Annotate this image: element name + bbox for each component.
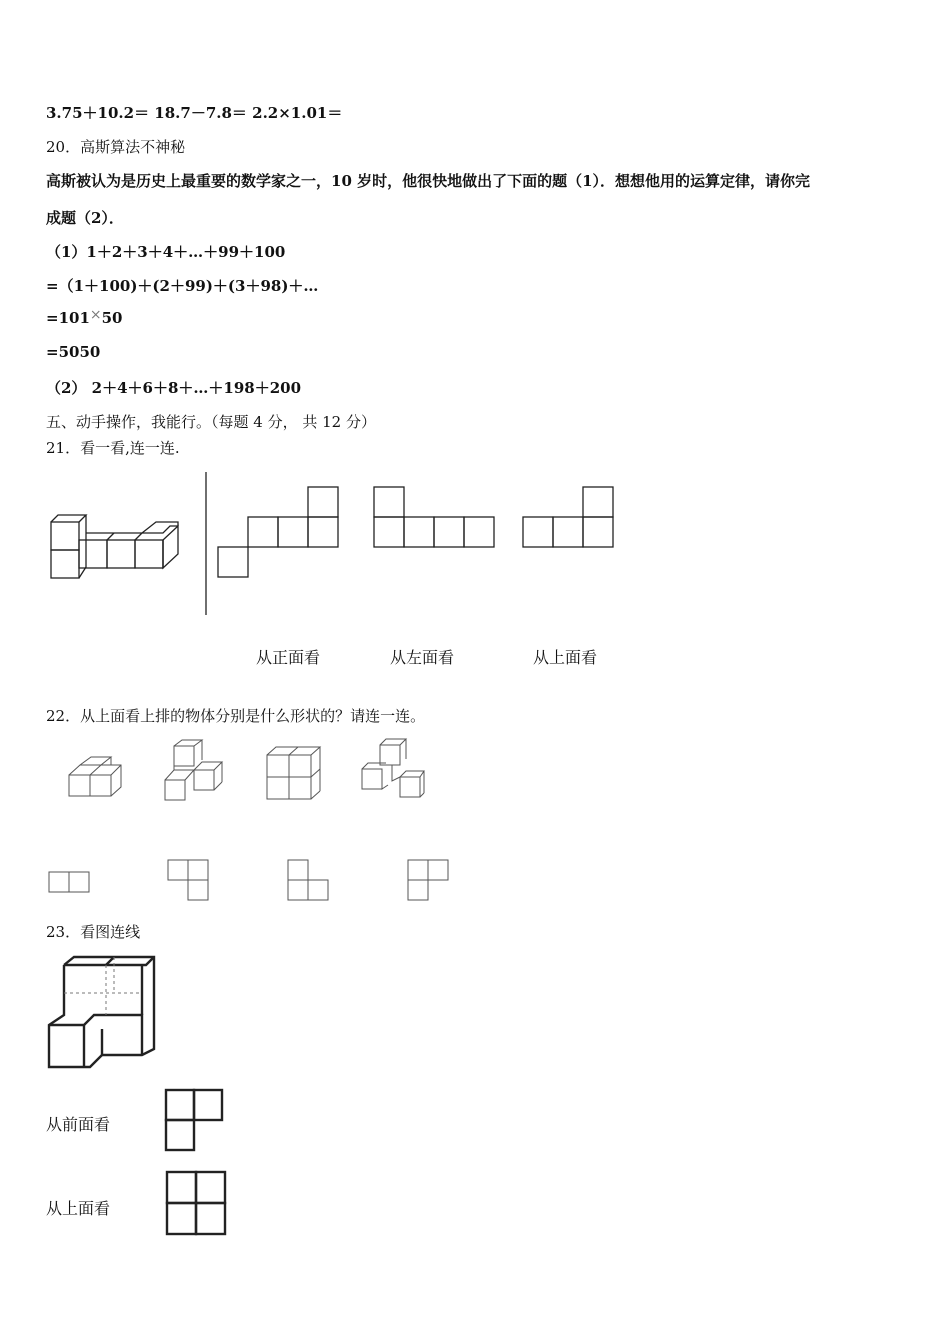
- q22-solid-2: [162, 742, 227, 804]
- q23-view-top: [163, 1168, 229, 1238]
- q22-view-3: [286, 858, 331, 903]
- q21-caption-top: 从上面看: [533, 648, 598, 667]
- q20-part-2: （2） 2＋4＋6＋8＋…＋198＋200: [46, 379, 302, 397]
- q19-expression-line: 3.75＋10.2＝ 18.7－7.8＝ 2.2×1.01＝: [46, 104, 343, 122]
- multiply-sign: ×: [89, 307, 102, 323]
- q22-solid-4: [358, 737, 428, 802]
- q23-label-top: 从上面看: [46, 1199, 111, 1218]
- q20-step-3: [46, 309, 123, 327]
- q21-divider: [200, 470, 210, 620]
- q22-solid-3: [264, 745, 324, 805]
- q20-step-3-left: =101: [46, 309, 90, 327]
- q20-step-2: =（1＋100)＋(2＋99)＋(3＋98)＋…: [46, 277, 319, 295]
- q20-title: 20．高斯算法不神秘: [46, 138, 186, 156]
- q21-title: 21．看一看,连一连.: [46, 439, 180, 457]
- q20-step-4: =5050: [46, 343, 101, 361]
- q21-view-b: [372, 485, 497, 550]
- q22-title: 22．从上面看上排的物体分别是什么形状的？请连一连。: [46, 707, 426, 725]
- q22-solid-1: [66, 755, 126, 805]
- q23-solid-figure: [44, 953, 159, 1071]
- q22-view-4: [406, 858, 451, 903]
- q20-intro-line-2: 成题（2）．: [46, 209, 124, 227]
- q21-solid-figure: [48, 512, 188, 582]
- q23-title: 23．看图连线: [46, 923, 141, 941]
- q23-label-front: 从前面看: [46, 1115, 111, 1134]
- q20-step-1: （1）1＋2＋3＋4＋…＋99＋100: [46, 243, 286, 261]
- q20-step-3-right: 50: [101, 309, 123, 327]
- section-5-title: 五、动手操作，我能行。（每题 4 分， 共 12 分）: [46, 413, 376, 431]
- q23-view-front: [162, 1086, 226, 1154]
- q21-caption-left: 从左面看: [390, 648, 455, 667]
- q20-intro-line-1: 高斯被认为是历史上最重要的数学家之一，10 岁时，他很快地做出了下面的题（1）．想想他用的运算定律，请你完: [46, 172, 811, 190]
- q21-caption-front: 从正面看: [256, 648, 321, 667]
- q21-view-c: [521, 485, 616, 550]
- q22-view-1: [47, 870, 92, 894]
- q21-view-a: [218, 485, 343, 580]
- q22-view-2: [166, 858, 211, 903]
